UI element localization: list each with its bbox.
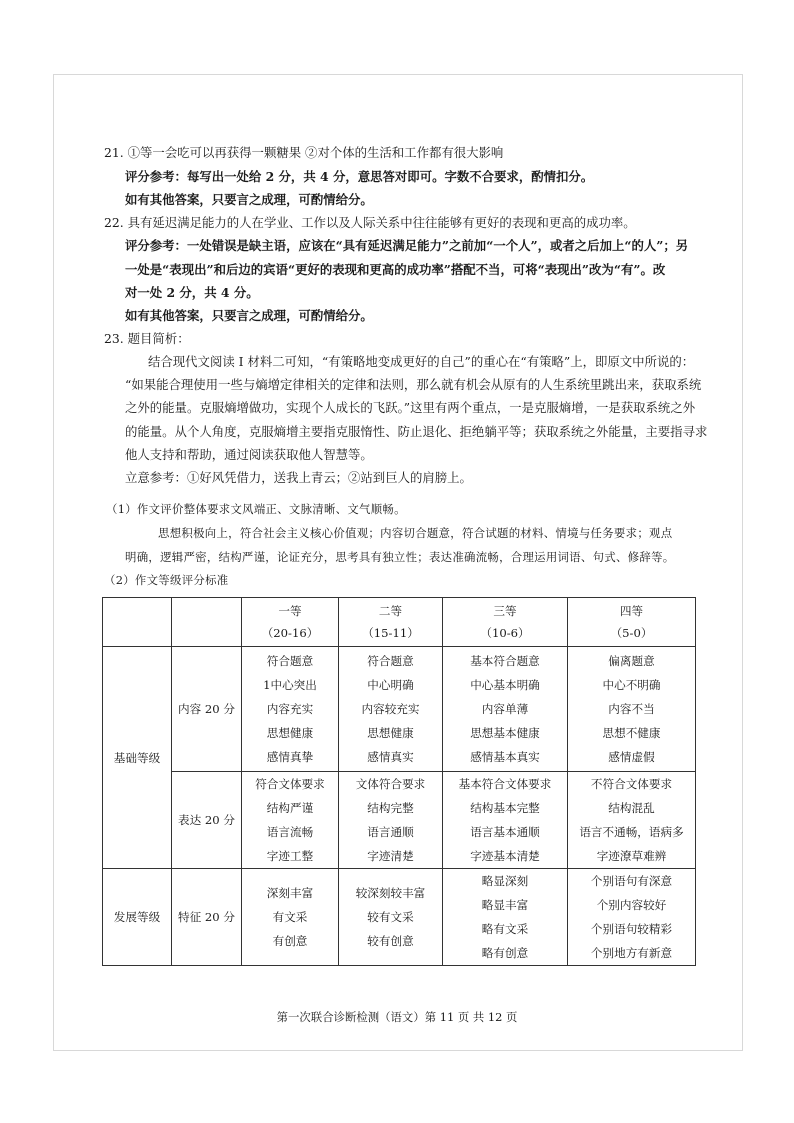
expression-cell: 符合文体要求 结构严谨 语言流畅 字迹工整: [242, 772, 339, 869]
table-header-row: [103, 598, 696, 647]
q22-scoring-1: 评分参考：一处错误是缺主语，应该在“具有延迟满足能力”之前加“一个人”，或者之后加上“的人”；另: [125, 238, 689, 253]
expression-cell: 基本符合文体要求 结构基本完整 语言基本通顺 字迹基本清楚: [443, 772, 568, 869]
empty-cell: [172, 598, 242, 647]
q22-note: 如有其他答案，只要言之成理，可酌情给分。: [125, 308, 373, 323]
q23-theme: 立意参考：①好风凭借力，送我上青云；②站到巨人的肩膀上。: [125, 470, 472, 485]
feature-cell: 深刻丰富 有文采 有创意: [242, 869, 339, 966]
q21-answer: 21. ①等一会吃可以再获得一颗糖果 ②对个体的生活和工作都有很大影响: [104, 145, 504, 160]
content-cell: 基本符合题意 中心基本明确 内容单薄 思想基本健康 感情基本真实: [443, 647, 568, 772]
q22-scoring-3: 对一处 2 分，共 4 分。: [125, 285, 259, 300]
table-row-expression: [103, 772, 696, 869]
grade-header: 二等 （15-11）: [339, 598, 443, 647]
essay-req-1: （1）作文评价整体要求文风端正、文脉清晰、文气顺畅。: [106, 502, 406, 516]
table-row-development: [103, 869, 696, 966]
table-row-content: [103, 647, 696, 772]
basic-level-label: 基础等级: [103, 647, 172, 869]
page-footer: 第一次联合诊断检测（语文）第 11 页 共 12 页: [276, 1010, 518, 1024]
q23-analysis-3: 之外的能量。克服熵增做功，实现个人成长的飞跃。”这里有两个重点，一是克服熵增，一是获取系统之外: [125, 400, 696, 415]
q23-analysis-2: “如果能合理使用一些与熵增定律相关的定律和法则，那么就有机会从原有的人生系统里跳出来，获取系统: [125, 377, 702, 392]
content-cell: 符合题意 1中心突出 内容充实 思想健康 感情真挚: [242, 647, 339, 772]
content-cell: 偏离题意 中心不明确 内容不当 思想不健康 感情虚假: [568, 647, 696, 772]
content-label: 内容 20 分: [172, 647, 242, 772]
grade-header: 四等 （5-0）: [568, 598, 696, 647]
q21-scoring: 评分参考：每写出一处给 2 分，共 4 分，意思答对即可。字数不合要求，酌情扣分。: [125, 169, 594, 184]
q23-heading: 23. 题目简析：: [104, 331, 190, 346]
feature-label: 特征 20 分: [172, 869, 242, 966]
essay-req-4: （2）作文等级评分标准: [104, 573, 229, 587]
q22-scoring-2: 一处是“表现出”和后边的宾语“更好的表现和更高的成功率”搭配不当，可将“表现出”改为“有”。改: [125, 262, 666, 277]
feature-cell: 较深刻较丰富 较有文采 较有创意: [339, 869, 443, 966]
empty-cell: [103, 598, 172, 647]
q23-analysis-4: 的能量。从个人角度，克服熵增主要指克服惰性、防止退化、拒绝躺平等；获取系统之外能量，主要指寻求: [125, 424, 708, 439]
development-level-label: 发展等级: [103, 869, 172, 966]
q21-note: 如有其他答案，只要言之成理，可酌情给分。: [125, 192, 373, 207]
content-cell: 符合题意 中心明确 内容较充实 思想健康 感情真实: [339, 647, 443, 772]
grade-header: 一等 （20-16）: [242, 598, 339, 647]
essay-req-2: 思想积极向上，符合社会主义核心价值观；内容切合题意，符合试题的材料、情境与任务要求；观点: [158, 526, 673, 540]
expression-cell: 文体符合要求 结构完整 语言通顺 字迹清楚: [339, 772, 443, 869]
feature-cell: 个别语句有深意 个别内容较好 个别语句较精彩 个别地方有新意: [568, 869, 696, 966]
expression-label: 表达 20 分: [172, 772, 242, 869]
q23-analysis-1: 结合现代文阅读 I 材料二可知，“有策略地变成更好的自己”的重心在“有策略”上，即原文中所说的：: [148, 354, 695, 369]
feature-cell: 略显深刻 略显丰富 略有文采 略有创意: [443, 869, 568, 966]
grading-table: [102, 597, 696, 966]
q22-answer: 22. 具有延迟满足能力的人在学业、工作以及人际关系中往往能够有更好的表现和更高的成功率。: [104, 215, 636, 230]
essay-req-3: 明确，逻辑严密，结构严谨，论证充分，思考具有独立性；表达准确流畅，合理运用词语、句式、修辞等。: [125, 550, 675, 564]
q23-analysis-5: 他人支持和帮助，通过阅读获取他人智慧等。: [125, 447, 373, 462]
grade-header: 三等 （10-6）: [443, 598, 568, 647]
expression-cell: 不符合文体要求 结构混乱 语言不通畅，语病多 字迹潦草难辨: [568, 772, 696, 869]
